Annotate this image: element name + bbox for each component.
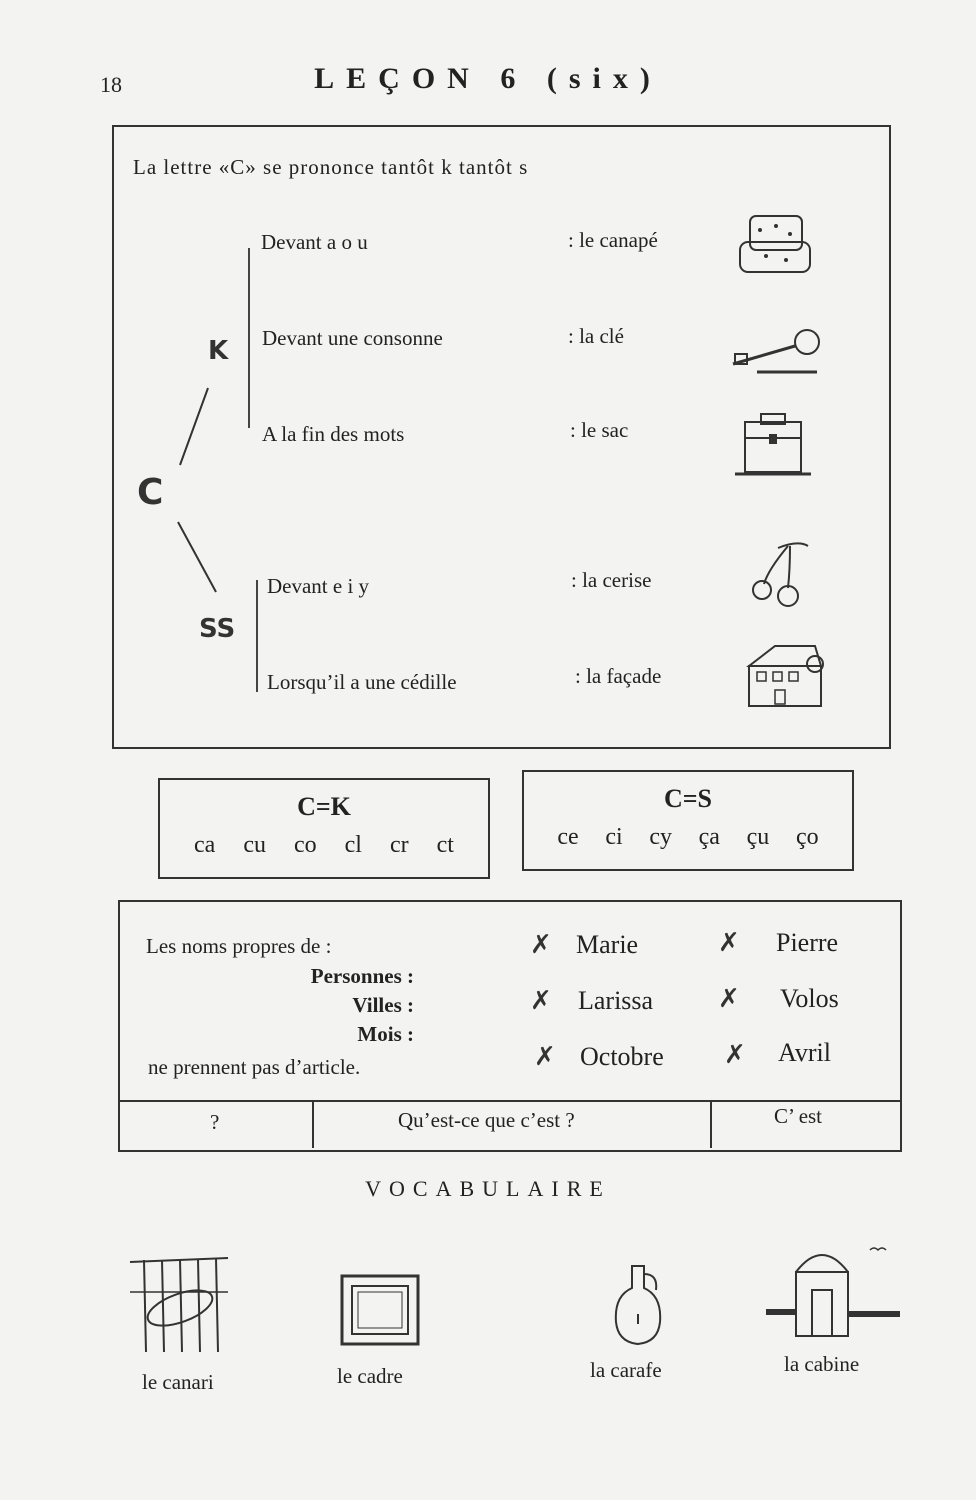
crossed-article-icon: ✗ <box>534 1042 556 1072</box>
proper-name: Avril <box>778 1038 831 1067</box>
syllable: ço <box>795 824 819 850</box>
vocabulary-title: VOCABULAIRE <box>365 1176 611 1201</box>
syllable: co <box>293 832 317 858</box>
c-equals-s-heading: C=S <box>663 784 713 813</box>
syllable: ct <box>436 832 454 858</box>
category-villes: Villes : <box>352 993 414 1017</box>
sofa-icon <box>730 210 825 285</box>
bird-cage-icon <box>124 1252 234 1367</box>
answer-text: C’ est <box>774 1104 823 1128</box>
letter-ss: SS <box>199 614 236 644</box>
rule-intro: La lettre «C» se prononce tantôt k tantôt s <box>133 155 529 179</box>
proper-name: Pierre <box>776 928 839 957</box>
crossed-article-icon: ✗ <box>530 986 552 1016</box>
syllable: cl <box>344 832 362 858</box>
carafe-icon <box>608 1262 668 1353</box>
key-icon <box>727 322 827 382</box>
letter-k: K <box>208 336 229 366</box>
syllable: cy <box>649 824 672 850</box>
proper-nouns-box <box>118 900 902 1152</box>
c-equals-k-box <box>158 778 490 879</box>
question-row-divider <box>120 1100 900 1102</box>
letter-c: C <box>137 472 164 513</box>
k-row-example: : le canapé <box>568 228 658 252</box>
proper-name: Octobre <box>580 1042 664 1071</box>
crossed-article-icon: ✗ <box>718 984 740 1014</box>
crossed-article-icon: ✗ <box>724 1040 746 1070</box>
vocab-label: le cadre <box>337 1364 403 1388</box>
k-row-example: : la clé <box>568 324 624 348</box>
category-mois: Mois : <box>357 1022 414 1046</box>
c-equals-k-syllables <box>160 832 488 859</box>
crossed-article-icon: ✗ <box>718 928 740 958</box>
syllable: cr <box>389 832 409 858</box>
k-row-label: Devant a o u <box>261 230 368 254</box>
bag-icon <box>735 410 815 487</box>
s-row-example: : la cerise <box>571 568 652 592</box>
k-row-label: A la fin des mots <box>262 422 405 446</box>
crossed-article-icon: ✗ <box>530 930 552 960</box>
syllable: cu <box>243 832 266 858</box>
proper-name: Larissa <box>578 986 654 1015</box>
c-equals-s-syllables <box>524 824 852 851</box>
syllable: ca <box>194 832 216 858</box>
branch-lines <box>150 380 230 600</box>
vocab-label: le canari <box>142 1370 214 1394</box>
beach-cabin-icon <box>766 1232 906 1347</box>
question-col-divider <box>710 1100 712 1148</box>
s-row-label: Devant e i y <box>267 574 370 598</box>
question-col-divider <box>312 1100 314 1148</box>
page-number: 18 <box>100 72 122 97</box>
k-row-label: Devant une consonne <box>262 326 443 350</box>
question-mark: ? <box>210 1110 220 1134</box>
syllable: ça <box>698 824 720 850</box>
proper-nouns-outro: ne prennent pas d’article. <box>148 1055 361 1079</box>
k-brace <box>248 248 250 428</box>
c-equals-s-box <box>522 770 854 871</box>
s-brace <box>256 580 258 692</box>
k-row-example: : le sac <box>570 418 629 442</box>
house-icon <box>735 640 830 720</box>
cherry-icon <box>748 540 813 615</box>
syllable: ci <box>605 824 623 850</box>
picture-frame-icon <box>338 1272 423 1357</box>
syllable: çu <box>746 824 770 850</box>
category-personnes: Personnes : <box>310 964 414 988</box>
proper-name: Volos <box>780 984 839 1013</box>
proper-nouns-intro: Les noms propres de : <box>146 934 332 958</box>
vocab-label: la carafe <box>590 1358 662 1382</box>
proper-name: Marie <box>576 930 639 959</box>
question-text: Qu’est-ce que c’est ? <box>398 1108 575 1132</box>
vocab-label: la cabine <box>784 1352 860 1376</box>
syllable: ce <box>557 824 579 850</box>
s-row-label: Lorsqu’il a une cédille <box>267 670 457 694</box>
c-equals-k-heading: C=K <box>297 792 351 821</box>
s-row-example: : la façade <box>575 664 662 688</box>
lesson-title: LEÇON 6 (six) <box>314 62 662 95</box>
